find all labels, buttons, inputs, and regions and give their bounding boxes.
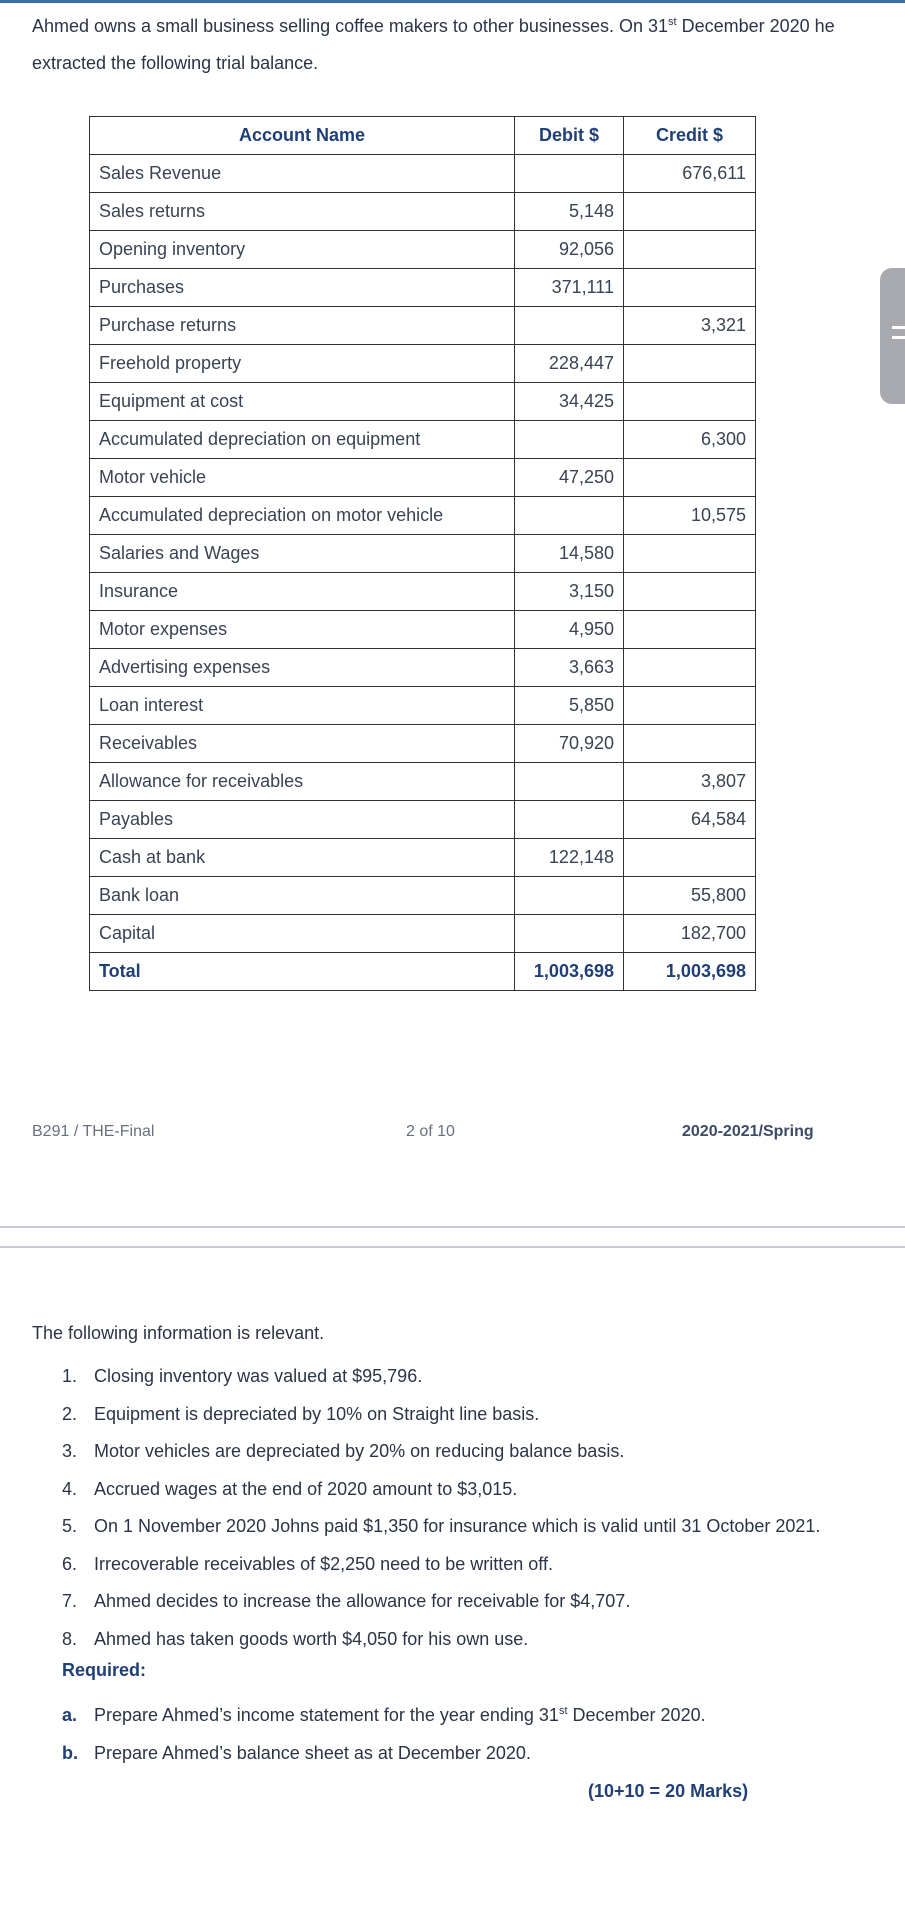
table-row xyxy=(90,687,756,725)
account-cell: Advertising expenses xyxy=(90,649,515,687)
credit-cell: 10,575 xyxy=(624,497,756,535)
required-item-text: Prepare Ahmed’s balance sheet as at December 2020. xyxy=(94,1742,531,1763)
list-item xyxy=(62,1358,892,1396)
account-cell: Motor vehicle xyxy=(90,459,515,497)
list-item xyxy=(62,1546,892,1584)
credit-cell xyxy=(624,573,756,611)
debit-cell: 228,447 xyxy=(515,345,624,383)
required-item xyxy=(62,1735,892,1773)
account-cell: Sales returns xyxy=(90,193,515,231)
account-cell: Insurance xyxy=(90,573,515,611)
table-row xyxy=(90,307,756,345)
table-row xyxy=(90,535,756,573)
table-row xyxy=(90,573,756,611)
side-panel-tab[interactable] xyxy=(880,268,905,404)
debit-cell: 47,250 xyxy=(515,459,624,497)
account-cell: Payables xyxy=(90,801,515,839)
account-cell: Accumulated depreciation on equipment xyxy=(90,421,515,459)
list-item-number: 5. xyxy=(62,1516,78,1536)
debit-cell: 371,111 xyxy=(515,269,624,307)
credit-cell: 3,807 xyxy=(624,763,756,801)
list-item xyxy=(62,1433,892,1471)
list-item-number: 1. xyxy=(62,1366,78,1386)
credit-cell: 64,584 xyxy=(624,801,756,839)
header-credit: Credit $ xyxy=(624,117,756,155)
credit-cell xyxy=(624,687,756,725)
table-row xyxy=(90,459,756,497)
top-border-line xyxy=(0,0,905,3)
table-row xyxy=(90,611,756,649)
table-row xyxy=(90,345,756,383)
table-row xyxy=(90,269,756,307)
credit-cell: 676,611 xyxy=(624,155,756,193)
table-row xyxy=(90,383,756,421)
trial-balance-table xyxy=(89,116,756,991)
table-row xyxy=(90,801,756,839)
debit-cell: 14,580 xyxy=(515,535,624,573)
marks-total: (10+10 = 20 Marks) xyxy=(588,1781,749,1801)
header-debit: Debit $ xyxy=(515,117,624,155)
credit-cell xyxy=(624,231,756,269)
debit-cell: 4,950 xyxy=(515,611,624,649)
table-row xyxy=(90,725,756,763)
debit-cell: 122,148 xyxy=(515,839,624,877)
table-row xyxy=(90,649,756,687)
account-cell: Capital xyxy=(90,915,515,953)
debit-cell: 3,150 xyxy=(515,573,624,611)
table-total-row xyxy=(90,953,756,991)
credit-cell xyxy=(624,649,756,687)
debit-cell: 1,003,698 xyxy=(515,953,624,991)
debit-cell xyxy=(515,421,624,459)
table-row xyxy=(90,839,756,877)
required-list xyxy=(62,1697,892,1772)
list-item xyxy=(62,1583,892,1621)
list-item xyxy=(62,1471,892,1509)
debit-cell xyxy=(515,155,624,193)
table-row xyxy=(90,497,756,535)
table-row xyxy=(90,915,756,953)
credit-cell xyxy=(624,535,756,573)
account-cell: Equipment at cost xyxy=(90,383,515,421)
list-item xyxy=(62,1508,892,1546)
intro-paragraph: Ahmed owns a small business selling coffee makers to other businesses. On 31st December 2020 he extracted the following trial balance. xyxy=(32,16,835,73)
required-item-text-end: December 2020. xyxy=(567,1705,706,1725)
credit-cell xyxy=(624,193,756,231)
table-row xyxy=(90,231,756,269)
header-account-name: Account Name xyxy=(90,117,515,155)
debit-cell: 5,850 xyxy=(515,687,624,725)
required-heading: Required: xyxy=(62,1660,147,1680)
list-item-text: Motor vehicles are depreciated by 20% on reducing balance basis. xyxy=(94,1441,625,1461)
credit-cell: 3,321 xyxy=(624,307,756,345)
account-cell: Cash at bank xyxy=(90,839,515,877)
list-item-number: 3. xyxy=(62,1441,78,1461)
table-row xyxy=(90,877,756,915)
credit-cell: 6,300 xyxy=(624,421,756,459)
required-item xyxy=(62,1697,892,1735)
list-item-number: 7. xyxy=(62,1591,78,1611)
info-heading: The following information is relevant. xyxy=(32,1323,325,1343)
list-item-text: Accrued wages at the end of 2020 amount to $3,015. xyxy=(94,1478,518,1499)
required-item-sup: st xyxy=(558,1705,568,1717)
list-item-number: 8. xyxy=(62,1628,78,1649)
table-row xyxy=(90,155,756,193)
debit-cell xyxy=(515,307,624,345)
list-item xyxy=(62,1621,892,1659)
account-cell: Allowance for receivables xyxy=(90,763,515,801)
info-list xyxy=(62,1358,892,1658)
table-row xyxy=(90,421,756,459)
required-item-label: a. xyxy=(62,1705,78,1725)
debit-cell: 34,425 xyxy=(515,383,624,421)
credit-cell: 55,800 xyxy=(624,877,756,915)
account-cell: Sales Revenue xyxy=(90,155,515,193)
credit-cell: 1,003,698 xyxy=(624,953,756,991)
tab-handle-icon xyxy=(892,326,905,329)
page-separator-bottom xyxy=(0,1246,905,1248)
account-cell: Loan interest xyxy=(90,687,515,725)
account-cell: Receivables xyxy=(90,725,515,763)
account-cell: Total xyxy=(90,953,515,991)
credit-cell xyxy=(624,611,756,649)
debit-cell: 92,056 xyxy=(515,231,624,269)
list-item-text: Equipment is depreciated by 10% on Straight line basis. xyxy=(94,1403,540,1424)
required-item-label: b. xyxy=(62,1742,78,1763)
account-cell: Bank loan xyxy=(90,877,515,915)
footer-term: 2020-2021/Spring xyxy=(682,1123,814,1140)
debit-cell xyxy=(515,877,624,915)
debit-cell xyxy=(515,801,624,839)
account-cell: Freehold property xyxy=(90,345,515,383)
footer-page-number: 2 of 10 xyxy=(406,1123,455,1140)
debit-cell: 5,148 xyxy=(515,193,624,231)
footer-course-code: B291 / THE-Final xyxy=(32,1123,155,1140)
list-item-text: Ahmed decides to increase the allowance for receivable for $4,707. xyxy=(94,1591,631,1611)
debit-cell: 70,920 xyxy=(515,725,624,763)
tab-handle-icon-lower xyxy=(892,336,905,339)
credit-cell xyxy=(624,383,756,421)
debit-cell xyxy=(515,915,624,953)
required-item-text: Prepare Ahmed’s income statement for the year ending 31 xyxy=(94,1705,559,1725)
credit-cell xyxy=(624,269,756,307)
credit-cell: 182,700 xyxy=(624,915,756,953)
table-row xyxy=(90,193,756,231)
list-item-number: 6. xyxy=(62,1553,78,1574)
list-item-text: On 1 November 2020 Johns paid $1,350 for insurance which is valid until 31 October 2021. xyxy=(94,1516,821,1536)
list-item-text: Ahmed has taken goods worth $4,050 for his own use. xyxy=(94,1628,529,1649)
account-cell: Motor expenses xyxy=(90,611,515,649)
account-cell: Salaries and Wages xyxy=(90,535,515,573)
list-item-number: 2. xyxy=(62,1403,78,1424)
account-cell: Purchase returns xyxy=(90,307,515,345)
list-item-number: 4. xyxy=(62,1478,78,1499)
debit-cell: 3,663 xyxy=(515,649,624,687)
table-row xyxy=(90,763,756,801)
credit-cell xyxy=(624,345,756,383)
list-item-text: Closing inventory was valued at $95,796. xyxy=(94,1366,423,1386)
list-item-text: Irrecoverable receivables of $2,250 need to be written off. xyxy=(94,1553,553,1574)
credit-cell xyxy=(624,839,756,877)
account-cell: Purchases xyxy=(90,269,515,307)
debit-cell xyxy=(515,763,624,801)
account-cell: Opening inventory xyxy=(90,231,515,269)
credit-cell xyxy=(624,725,756,763)
account-cell: Accumulated depreciation on motor vehicle xyxy=(90,497,515,535)
page-separator-top xyxy=(0,1226,905,1228)
debit-cell xyxy=(515,497,624,535)
table-header-row xyxy=(90,117,756,155)
credit-cell xyxy=(624,459,756,497)
list-item xyxy=(62,1396,892,1434)
